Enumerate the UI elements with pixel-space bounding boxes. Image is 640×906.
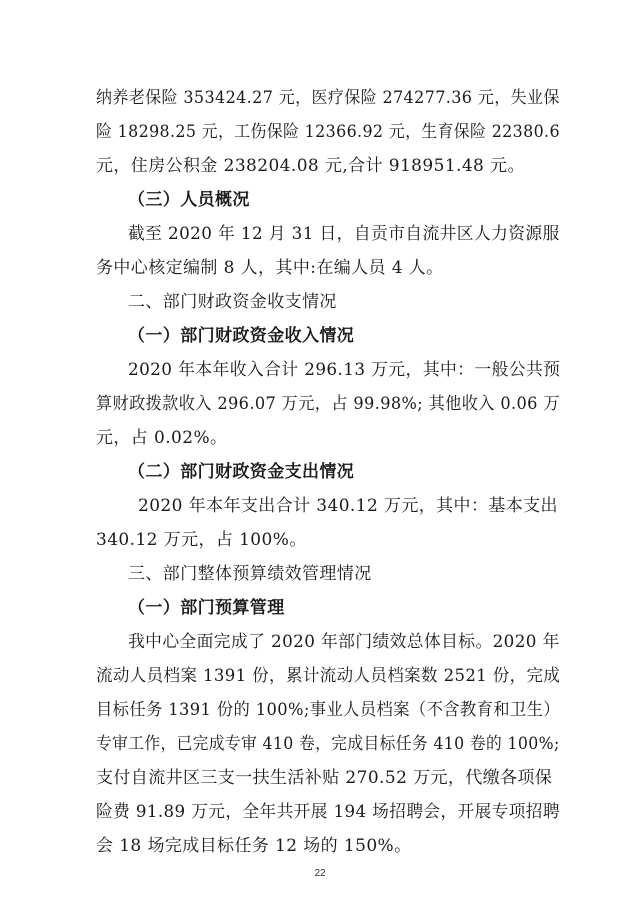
section-heading: 三、部门整体预算绩效管理情况 (128, 564, 372, 584)
section-heading: 二、部门财政资金收支情况 (128, 292, 337, 312)
body-text-line: 险费 91.89 万元，全年共开展 194 场招聘会，开展专项招聘 (96, 802, 560, 822)
body-text-line: 元，住房公积金 238204.08 元,合计 918951.48 元。 (96, 156, 525, 176)
body-text-line: 专审工作，已完成专审 410 卷，完成目标任务 410 卷的 100%; (96, 734, 560, 754)
body-text-line: 2020 年本年支出合计 340.12 万元，其中：基本支出 (138, 496, 558, 516)
body-text-line: 元，占 0.02%。 (96, 428, 228, 448)
body-text-line: 目标任务 1391 份的 100%;事业人员档案（不含教育和卫生） (96, 700, 561, 720)
body-text-line: 务中心核定编制 8 人，其中:在编人员 4 人。 (96, 258, 444, 278)
body-text-line: 我中心全面完成了 2020 年部门绩效总体目标。2020 年 (128, 632, 560, 652)
body-text-line: 会 18 场完成目标任务 12 场的 150%。 (96, 836, 412, 856)
page-number: 22 (314, 868, 326, 879)
body-text-line: 340.12 万元，占 100%。 (96, 530, 307, 550)
body-text-line: 截至 2020 年 12 月 31 日，自贡市自流井区人力资源服 (128, 224, 560, 244)
body-text-line: 流动人员档案 1391 份，累计流动人员档案数 2521 份，完成 (96, 666, 561, 686)
body-text-line: 险 18298.25 元，工伤保险 12366.92 元，生育保险 22380.6 (96, 122, 560, 142)
section-heading: （一）部门财政资金收入情况 (128, 326, 355, 346)
section-heading: （一）部门预算管理 (128, 598, 285, 618)
section-heading: （三）人员概况 (128, 190, 250, 210)
body-text-line: 支付自流井区三支一扶生活补贴 270.52 万元，代缴各项保 (96, 768, 553, 788)
section-heading: （二）部门财政资金支出情况 (128, 462, 355, 482)
body-text-line: 2020 年本年收入合计 296.13 万元，其中：一般公共预 (128, 360, 561, 380)
body-text-line: 纳养老保险 353424.27 元，医疗保险 274277.36 元，失业保 (96, 88, 560, 108)
body-text-line: 算财政拨款收入 296.07 万元，占 99.98%; 其他收入 0.06 万 (96, 394, 560, 414)
